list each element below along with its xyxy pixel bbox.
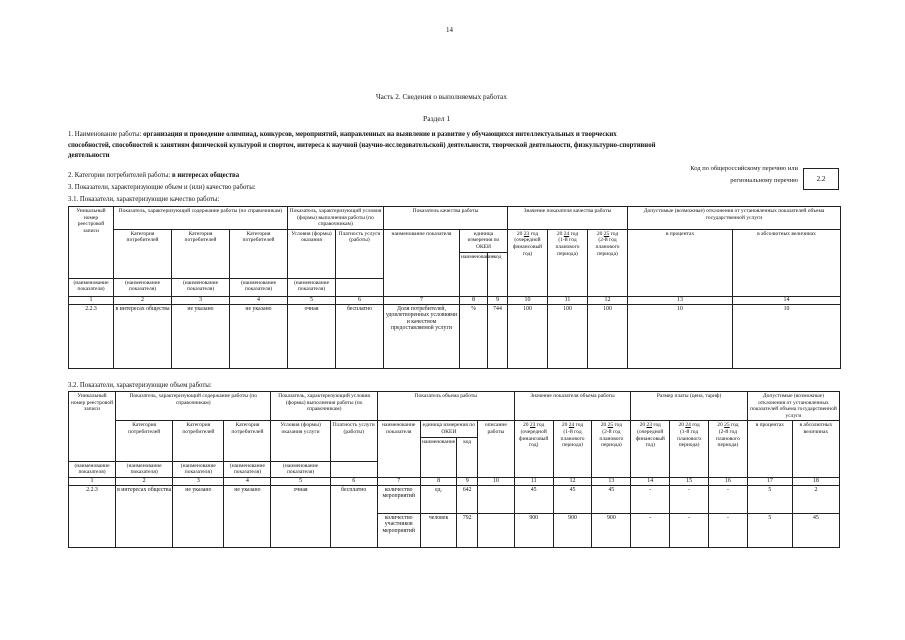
t2-col-num: 6 — [330, 477, 377, 485]
t1-row-form: очная — [288, 304, 336, 368]
t2-y2-pre: 20 — [561, 422, 568, 429]
t2-y1-desc: (очередной финансовый год) — [519, 428, 549, 449]
quality-label: 3.1. Показатели, характеризующие качество работы: — [68, 196, 220, 203]
t2-r2-y1: 900 — [514, 513, 553, 547]
t1-row-dev-abs: 10 — [733, 304, 841, 368]
volume-table — [68, 391, 840, 548]
t1-dev-pct: в процентах — [628, 229, 733, 296]
t2-col-num: 10 — [477, 477, 514, 485]
t2-r2-unit: человек — [420, 513, 457, 547]
t2-r2-desc — [477, 513, 514, 547]
code-label: Код по общероссийскому перечню или региональному перечню — [690, 165, 798, 184]
page-number: 14 — [446, 26, 453, 34]
t2-py2-desc: (1-й год планового периода) — [677, 428, 702, 449]
t2-cat1: Категория потребителей — [116, 421, 173, 461]
t2-r2-dev-pct: 5 — [747, 513, 792, 547]
code-box: 2.2 — [803, 168, 839, 190]
t1-dev-abs: в абсолютных величинах — [733, 229, 841, 296]
t1-sub-5: (наименование показателя) — [230, 278, 288, 296]
table-row — [69, 304, 841, 368]
t2-year3 — [592, 421, 631, 477]
t2-row-c4: не указано — [224, 485, 271, 547]
t1-row-okei: 744 — [488, 304, 508, 368]
t1-y1-desc: (очередной финансовый год) — [512, 237, 543, 257]
t1-h-values: Значение показателя качества работы — [508, 207, 628, 230]
t1-cat2: Категория потребителей — [172, 229, 230, 278]
t2-r2-p2: - — [670, 513, 709, 547]
t2-cat3: Категория потребителей — [224, 421, 271, 461]
t1-sub-6: (наименование показателя) — [288, 278, 336, 296]
t2-y1-post: год — [536, 422, 545, 429]
t1-y1-pre: 20 — [516, 230, 523, 237]
t1-cat3: Категория потребителей — [230, 229, 288, 278]
t2-col-num: 7 — [377, 477, 420, 485]
t1-row-unit: % — [460, 304, 488, 368]
t2-col-num: 14 — [631, 477, 670, 485]
t1-col-num: 8 — [460, 296, 488, 304]
t2-y2-post: год — [575, 422, 584, 429]
t1-y2-pre: 20 — [556, 230, 563, 237]
t2-py2-pre: 20 — [678, 422, 684, 429]
t1-cond1: Условия (формы) оказания — [288, 229, 336, 278]
t1-col-num: 13 — [628, 296, 733, 304]
t1-row-indicator: Доля потребителей, удовлетворенных условиями и качеством предоставляемой услуги — [384, 304, 460, 368]
t2-r1-y2: 45 — [553, 485, 592, 513]
t2-y1: 23 — [529, 422, 536, 429]
t2-col-num: 16 — [709, 477, 748, 485]
t2-py3-pre: 20 — [717, 422, 723, 429]
t2-r1-p2: - — [670, 485, 709, 513]
t2-y3-desc: (2-й год планового периода) — [599, 428, 624, 449]
t2-r1-indicator: количество мероприятий — [377, 485, 420, 513]
t2-r1-okei: 642 — [457, 485, 477, 513]
t2-row-code: 2.2.3 — [69, 485, 116, 547]
consumers-label: 2. Категории потребителей работы: — [68, 172, 171, 179]
t2-py3-post: год — [731, 422, 739, 429]
t2-unit-code: код — [457, 437, 477, 477]
t2-col-num: 11 — [514, 477, 553, 485]
t1-col-num: 14 — [733, 296, 841, 304]
t2-row-consumer: в интересах общества — [116, 485, 173, 547]
t1-col-num: 5 — [288, 296, 336, 304]
t1-y3-post: год — [610, 230, 619, 237]
t2-r1-y1: 45 — [514, 485, 553, 513]
t1-row-y1: 100 — [508, 304, 548, 368]
t1-sub-3: (наименование показателя) — [114, 278, 172, 296]
t2-row-form: очная — [271, 485, 330, 547]
t2-col-num: 18 — [792, 477, 839, 485]
t1-row-c3: не указано — [172, 304, 230, 368]
t2-r1-dev-abs: 2 — [792, 485, 839, 513]
t2-col-num: 8 — [420, 477, 457, 485]
t2-h-name: наименование показателя — [377, 421, 420, 477]
t1-h-quality: Показатель качества работы — [384, 207, 508, 230]
t2-py1-post: год — [653, 422, 661, 429]
t2-col-num: 17 — [747, 477, 792, 485]
t1-col-num: 1 — [69, 296, 114, 304]
quality-table — [68, 206, 841, 369]
t1-h-unit: единица измерения по ОКЕИ — [460, 229, 508, 252]
t1-col-num: 11 — [548, 296, 588, 304]
consumers-value: в интересах общества — [172, 172, 240, 179]
t2-col-num: 15 — [670, 477, 709, 485]
t2-r2-y3: 900 — [592, 513, 631, 547]
t2-r1-unit: ед. — [420, 485, 457, 513]
t2-dev-abs: в абсолютных величинах — [792, 421, 839, 477]
t1-y3-pre: 20 — [596, 230, 603, 237]
t2-col-num: 3 — [173, 477, 224, 485]
t1-row-code: 2.2.3 — [69, 304, 114, 368]
t2-py3-desc: (2-й год планового периода) — [715, 428, 740, 449]
t1-sub-2: (наименование показателя) — [69, 278, 114, 296]
t2-h-volume: Показатель объема работы — [377, 392, 514, 421]
t2-r1-p1: - — [631, 485, 670, 513]
t2-dev-pct: в процентах — [747, 421, 792, 477]
t1-unit-code: код — [488, 252, 508, 296]
t1-year1 — [508, 229, 548, 296]
consumers-line — [68, 172, 239, 179]
t2-row-c3: не указано — [173, 485, 224, 547]
t1-col-num: 7 — [384, 296, 460, 304]
t2-py1: 23 — [646, 422, 652, 429]
t1-y1-post: год — [530, 230, 539, 237]
t2-col-num: 1 — [69, 477, 116, 485]
t2-sub-4: (наименование показателя) — [173, 461, 224, 477]
t2-r2-p3: - — [709, 513, 748, 547]
t2-py1-pre: 20 — [639, 422, 646, 429]
t2-cond1: Условия (формы) оказания услуги — [271, 421, 330, 461]
t1-row-consumer: в интересах общества — [114, 304, 172, 368]
volume-label: 3.2. Показатели, характеризующие объем работы: — [68, 382, 212, 389]
t1-h-unique: Уникальный номер реестровой записи — [69, 207, 114, 279]
t2-unit-name: наименование — [420, 437, 457, 477]
t2-col-num: 5 — [271, 477, 330, 485]
t2-year2 — [553, 421, 592, 477]
t2-r2-p1: - — [631, 513, 670, 547]
t2-h-unique: Уникальный номер реестровой записи — [69, 392, 116, 462]
t1-unit-name: наименование — [460, 252, 488, 296]
t2-h-desc: описание работы — [477, 421, 514, 477]
t2-r1-p3: - — [709, 485, 748, 513]
t2-r1-desc — [477, 485, 514, 513]
t1-h-content: Показатель, характеризующий содержание работы (по справочникам) — [114, 207, 288, 230]
t2-y3-post: год — [614, 422, 623, 429]
section-title: Раздел 1 — [423, 114, 451, 123]
t1-h-name: наименование показателя — [384, 229, 460, 296]
t1-h-conditions: Показатель, характеризующий условия (формы) выполнения работы (по справочникам) — [288, 207, 384, 230]
t2-y3: 25 — [607, 422, 614, 429]
t2-col-num: 2 — [116, 477, 173, 485]
t1-col-num: 2 — [114, 296, 172, 304]
t1-col-num: 4 — [230, 296, 288, 304]
t1-y2-post: год — [570, 230, 579, 237]
t1-row-y2: 100 — [548, 304, 588, 368]
t1-col-num: 12 — [588, 296, 628, 304]
t2-y2: 24 — [568, 422, 575, 429]
t2-r2-y2: 900 — [553, 513, 592, 547]
t1-sub-4: (наименование показателя) — [172, 278, 230, 296]
t2-h-deviation: Допустимые (возможные) отклонения от установленных показателей объема государственной услуги — [747, 392, 839, 421]
t2-col-num: 9 — [457, 477, 477, 485]
work-name-label: 1. Наименование работы: — [68, 131, 142, 138]
t1-row-payment: бесплатно — [336, 304, 384, 368]
t2-price-year1 — [631, 421, 670, 477]
t1-y1: 23 — [523, 230, 530, 237]
t2-y2-desc: (1-й год планового периода) — [560, 428, 585, 449]
t1-y3-desc: (2-й год планового периода) — [595, 237, 620, 257]
t2-col-num: 13 — [592, 477, 631, 485]
t2-col-num: 4 — [224, 477, 271, 485]
work-name — [68, 130, 658, 162]
work-name-value: организация и проведение олимпиад, конкурсов, мероприятий, направленных на выявление и развитие у обучающихся интеллектуальных и творческих способностей, способностей к занятиям физической культурой и спортом, интереса к научной (научно-исследовательской) деятельности, творческой деятельности, физкультурно-спортивной деятельности — [68, 131, 656, 159]
t2-year1 — [514, 421, 553, 477]
t2-price-year2 — [670, 421, 709, 477]
t2-py2-post: год — [692, 422, 700, 429]
t1-row-dev-pct: 10 — [628, 304, 733, 368]
table-row — [69, 485, 840, 513]
t2-r2-okei: 792 — [457, 513, 477, 547]
t1-y2-desc: (1-й год планового периода) — [555, 237, 580, 257]
t1-y2: 24 — [563, 230, 570, 237]
t2-sub-6: (наименование показателя) — [271, 461, 330, 477]
t2-py3: 25 — [724, 422, 730, 429]
t2-h-values: Значение показателя объема работы — [514, 392, 631, 421]
t1-cat1: Категория потребителей — [114, 229, 172, 278]
t2-py2: 24 — [685, 422, 691, 429]
t1-col-num: 3 — [172, 296, 230, 304]
t2-r2-indicator: количество участников мероприятий — [377, 513, 420, 547]
indicators-label: 3. Показатели, характеризующие объем и (или) качество работы: — [68, 184, 256, 191]
t2-r1-dev-pct: 5 — [747, 485, 792, 513]
t1-cond2: Платность услуги (работы) — [336, 229, 384, 278]
t2-y1-pre: 20 — [523, 422, 529, 429]
t1-col-num: 10 — [508, 296, 548, 304]
t2-py1-desc: (очередной финансовый год) — [635, 428, 665, 449]
t1-y3: 25 — [603, 230, 610, 237]
t2-col-num: 12 — [553, 477, 592, 485]
t1-row-c4: не указано — [230, 304, 288, 368]
t2-h-content: Показатель, характеризующий содержание работы (по справочникам) — [116, 392, 271, 421]
t2-h-price: Размер платы (цена, тариф) — [631, 392, 748, 421]
t2-price-year3 — [709, 421, 748, 477]
t1-row-y3: 100 — [588, 304, 628, 368]
t1-col-num: 6 — [336, 296, 384, 304]
t1-col-num: 9 — [488, 296, 508, 304]
t2-cond2: Платность услуги (работы) — [330, 421, 377, 461]
t2-sub-3: (наименование показателя) — [116, 461, 173, 477]
t2-h-conditions: Показатель, характеризующий условия (формы) выполнения работы (по справочникам) — [271, 392, 377, 421]
t2-sub-5: (наименование показателя) — [224, 461, 271, 477]
t2-r1-y3: 45 — [592, 485, 631, 513]
t2-y3-pre: 20 — [600, 422, 607, 429]
t2-r2-dev-abs: 45 — [792, 513, 839, 547]
t1-year2 — [548, 229, 588, 296]
t2-row-payment: бесплатно — [330, 485, 377, 547]
part-title: Часть 2. Сведения о выполняемых работах — [376, 93, 507, 101]
t2-cat2: Категория потребителей — [173, 421, 224, 461]
t2-h-unit: единица измерения по ОКЕИ — [420, 421, 477, 437]
t1-year3 — [588, 229, 628, 296]
t1-h-deviation: Допустимые (возможные) отклонения от установленных показателей объема государственной услуги — [628, 207, 841, 230]
t2-sub-2: (наименование показателя) — [69, 461, 116, 477]
